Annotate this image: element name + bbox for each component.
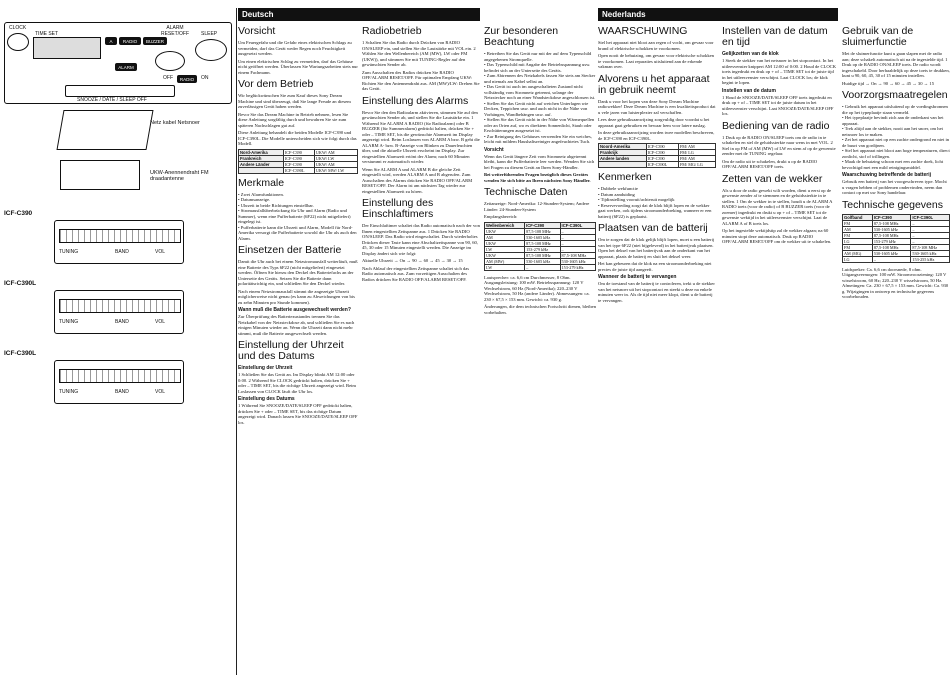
section-heading: WAARSCHUWING: [598, 25, 688, 37]
paragraph: 1 Houd de SNOOZE/DATE/SLEEP OFF toets ingedrukt en druk op + of – TIME SET tot de juiste datum in het uitleesvenster verschijnt. Laat SNOOZE/DATE/SLEEP OFF los.: [722, 94, 834, 116]
table-cell: UKW: [485, 228, 525, 234]
section-heading: Einstellung des Einschlaftimers: [362, 197, 434, 220]
clock-button-label: CLOCK: [9, 25, 27, 31]
frequency-table: [842, 214, 950, 263]
table-cell: –: [872, 256, 911, 262]
fm-antenna-label: UKW-Anennendraht FM draadantenne: [150, 170, 209, 182]
table-cell: ICF-C390L: [646, 162, 678, 168]
paragraph: Het kan gebeuren dat de klok na een stroomonderbreking niet precies de juiste tijd aangeeft.: [598, 261, 712, 272]
model-dial: [54, 220, 184, 264]
paragraph: Zum Ausschalten des Radios drücken Sie RADIO OFF/ALARM RESET/OFF. Für optimalen Empfang UKW: Richten Sie den Antennendraht aus. AM (MW)/LW: Drehen Sie das Gerät.: [362, 69, 480, 91]
table-cell: –: [911, 226, 950, 232]
german-column-2: [362, 0, 480, 675]
paragraph: 1 Schalten Sie das Radio durch Drücken von RADIO ON/SLEEP ein, und stellen Sie die Lautstärke mit VOL ein. 2 Wählen Sie den Wellenbereich (AM (MW), LW oder FM (UKW)), und stimmen Sie mit TUNING-Regler auf den gewünschten Sender ab.: [362, 40, 476, 67]
mains-lead-label: Netz kabel Netsnoer: [150, 120, 200, 126]
section-heading: Einstellung der Uhrzeit und des Datums: [238, 339, 344, 362]
paragraph: In deze gebruiksaanwijzing worden twee modellen beschreven, de ICF-C390 en ICF-C390L.: [598, 130, 715, 141]
dutch-column-3: [842, 0, 950, 675]
list-item: • Das Gerät ist auch im ausgeschalteten Zustand nicht vollständig vom Stromnetz getrennt, solange der Netzstecker noch an einer Wandsteckdose angeschlossen ist.: [484, 84, 596, 101]
section-heading: Voorzorgsmaatregelen: [842, 89, 948, 101]
table-cell: Frankreich: [239, 155, 284, 161]
section-heading: Zur besonderen Beachtung: [484, 25, 559, 48]
off-label: OFF: [163, 75, 173, 81]
sleep-label: SLEEP: [201, 31, 218, 37]
table-cell: 87,5-108 MHz: [525, 228, 560, 234]
model-label: ICF-C390L: [4, 350, 37, 357]
table-cell: ICF-C390: [646, 150, 678, 156]
table-cell: –: [560, 228, 595, 234]
german-column-3: [484, 0, 596, 675]
list-item: • Gebruik het apparaat uitsluitend op de voedingsbronnen die op het typeplaatje staan vermeld.: [842, 104, 950, 115]
section-heading: Vor dem Betrieb: [238, 78, 314, 90]
paragraph: Empfangsbereich:: [484, 214, 518, 219]
paragraph: Wenn Sie ALARM A und ALARM B die gleiche Zeit eingestellt wird, werden ALARM A und B abgerufen. Zum Ausschalten des Alarms drücken Sie RADIO OFF/ALARM RESET/OFF. Der Alarm ist am nächsten Tag wieder zur eingestellten Alarmzeit zu hören.: [362, 166, 473, 194]
vol-label: VOL: [155, 249, 166, 255]
german-column-1: [238, 0, 358, 675]
snooze-bar[interactable]: [65, 85, 175, 97]
list-item: • Betreiben Sie das Gerät nur mit der auf dem Typenschild angegebenen Stromquelle.: [484, 51, 596, 62]
list-item: • Dubbele wekfunctie: [598, 186, 716, 192]
list-item: • Zet het apparaat niet op een zachte ondergrond en niet in de buurt van gordijnen.: [842, 137, 950, 148]
paragraph: Damit die Uhr auch bei einem Netzstromausfall weiterläuft, muß eine Batterie des Typs 6F22 (nicht mitgeliefert) eingesetzt werden. Öffnen Sie hierzu den Deckel des Batteriefachs an der Unterseite des Geräts. Setzen Sie die Batterie dann polaritätsrichtig ein, und schließen Sie den Deckel wieder.: [238, 259, 358, 286]
list-item: • Het typeplaatje bevindt zich aan de onderkant van het apparaat.: [842, 115, 950, 126]
list-item: • Stellen Sie das Gerät nicht auf weichen Unterlagen wie Decken, Teppichen usw. und auch nicht in die Nähe von Vorhängen, Wandbehängen usw. auf.: [484, 101, 596, 118]
table-cell: –: [560, 246, 595, 252]
table-cell: [239, 167, 284, 173]
table-cell: FM: [843, 220, 873, 226]
paragraph: Om de radio uit te schakelen, drukt u op de RADIO OFF/ALARM RESET/OFF toets.: [722, 158, 818, 169]
table-row: [485, 258, 596, 264]
table-row: [599, 162, 716, 168]
sleep-sequence: Aktuelle Uhrzeit → On → 90 → 60 → 45 → 30 → 15: [362, 258, 463, 263]
paragraph: 1 Druk op de RADIO ON/SLEEP toets om de radio in te schakelen en stel de geluidssterkte naar wens in met VOL. 2 Stel in op FM of AM (MW) of LW en stem af op de gewenste zender met de TUNING regelaar.: [722, 134, 836, 156]
dutch-column-2: [722, 0, 838, 675]
list-item: • Tijdinstelling vooruit/achteruit mogelijk: [598, 197, 716, 203]
table-cell: ICF-C390L: [283, 167, 314, 173]
table-cell: 530-1605 kHz: [872, 250, 911, 256]
table-cell: ICF-C390L: [911, 214, 950, 220]
table-row: [485, 222, 596, 228]
table-cell: AM (MG): [843, 250, 873, 256]
paragraph: Bevor Sie den den Radioalarm aktivieren, stimmen Sie auf den gewünschten Sender ab, und stellen Sie die Lautstärke ein. 1 Während Sie ALARM A RADIO (für Radioalarm) oder B BUZZER (für Summeralarm) gedrückt halten, drücken Sie + oder – TIME SET, bis die gewünschte Alarmzeit im Display angezeigt wird. Beim Loslassen von ALARM A bzw. B geht die ALARM A- bzw. B-Anzeige von Blinken zu Dauerleuchten über, und die aktuelle Uhrzeit erscheint im Display. Zur eingestellten Alarmzeit ertönt der Alarm; nach 60 Minuten verstummt er automatisch wieder.: [362, 109, 480, 164]
model-table: [238, 149, 358, 174]
frequency-table: [484, 222, 596, 271]
table-cell: AM (MW): [485, 258, 525, 264]
section-heading: Gebruik van de sluimerfunctie: [842, 25, 914, 48]
band-label: BAND: [115, 389, 129, 395]
table-cell: UKW/ MW/ LW: [314, 167, 357, 173]
table-cell: LG: [843, 256, 873, 262]
precautions-list: [842, 104, 950, 170]
paragraph: Lautsprecher: ca. 6,6 cm Durchmesser, 8 Ohm. Ausgangsleistung: 100 mW. Betriebsspannung: 120 V Wechselstrom, 60 Hz (Nord-Amerika); 220–230 V Wechselstrom, 50 Hz (andere Länder). Abmessungen: ca. 230 × 67,5 × 153 mm. Gewicht: ca. 930 g.: [484, 274, 590, 302]
section-heading: Zetten van de wekker: [722, 172, 823, 185]
clock-radio-top-view: [4, 22, 232, 104]
tuning-label: TUNING: [59, 249, 79, 255]
list-item: • Maak de behuizing schoon met een zachte doek, licht bevochtigd met een mild reinigingsmiddel.: [842, 159, 950, 170]
paragraph: Nach einem Netzstromausfall stimmt die angezeigte Uhrzeit möglicherweise nicht genau (es kann zu Abweichungen von bis zu zehn Minuten pro Stunde kommen).: [238, 288, 355, 305]
table-cell: AM: [843, 226, 873, 232]
radio-alarm-button[interactable]: RADIO: [119, 37, 141, 45]
band-label: BAND: [115, 319, 129, 325]
list-item: • Stromausfallüberbrückung für Uhr und Alarm (Radio und Summer), wenn eine Pufferbatterie (6F22) nicht mitgeliefert) eingelegt ist.: [238, 208, 358, 225]
table-cell: AM: [485, 234, 525, 240]
table-cell: 87,5-108 MHz: [911, 244, 950, 250]
table-cell: 530-1605 kHz: [911, 250, 950, 256]
model-dial: [54, 360, 184, 404]
paragraph: Zur Überprüfung des Batteriezustandes trennen Sie das Netzkabel von der Netzsteckdose ab, und schließen Sie es nach einigen Minuten wieder an. Wenn die Uhrzeit dann nicht mehr stimmt, muß die Batterie ausgewechselt werden.: [238, 314, 355, 336]
paragraph: Um einen elektrischen Schlag zu vermeiden, darf das Gehäuse nicht geöffnet werden. Überlassen Sie Wartungsarbeiten stets nur einem Fachmann.: [238, 58, 358, 75]
table-row: [485, 264, 596, 270]
table-cell: LW: [485, 246, 525, 252]
feature-list: [598, 186, 716, 219]
section-heading: Technische Daten: [484, 186, 568, 198]
table-row: [843, 256, 950, 262]
paragraph: 1 Steek de stekker van het netsnoer in het stopcontact. In het uitleesvenster knippert AM 12:00 of 0:00. 2 Houd de CLOCK toets ingedrukt en druk op + of – TIME SET tot de juiste tijd in het uitleesvenster verschijnt. Laat CLOCK los; de klok begint te lopen.: [722, 58, 837, 85]
section-heading: Bediening van de radio: [722, 119, 830, 132]
alarm-indicator: ALARM: [115, 63, 137, 71]
tuning-scale: [59, 229, 181, 243]
alarm-a-button[interactable]: A: [105, 37, 117, 45]
paragraph: Om te zorgen dat de klok gelijk blijft lopen, moet u een batterij van het type 6F22 (niet bijgeleverd) in het batterijvak plaatsen. Open het deksel van het batterijvak aan de onderkant van het apparaat, plaats de batterij en sluit het deksel weer.: [598, 237, 715, 259]
table-cell: ICF-C390L: [560, 222, 595, 228]
subheading: Wann muß die Batterie ausgewechselt werden?: [238, 307, 351, 313]
model-table: [598, 143, 716, 168]
table-cell: Frankrijk: [599, 150, 647, 156]
table-cell: FM: [843, 244, 873, 250]
alarm-reset-label: ALARM RESET/OFF: [160, 25, 190, 37]
antenna-illustration: [60, 160, 140, 190]
paragraph: Stel het apparaat niet bloot aan regen of vocht, om gevaar voor brand of elektrische schokken te voorkomen.: [598, 40, 714, 51]
radio-on-label: RADIO: [177, 75, 197, 83]
subheading: Instellen van de datum: [722, 87, 776, 94]
tuning-label: TUNING: [59, 319, 79, 325]
on-label: ON: [201, 75, 209, 81]
table-cell: 530-1605 kHz: [525, 234, 560, 240]
list-item: • Das Typenschild mit Angabe der Betriebsspannung usw. befindet sich an der Unterseite des Geräts.: [484, 62, 596, 73]
table-cell: LG: [843, 238, 873, 244]
feature-list: [238, 192, 358, 242]
table-cell: Andere Länder: [239, 161, 284, 167]
table-cell: 530-1605 kHz: [560, 258, 595, 264]
section-heading: Einstellung des Alarms: [362, 94, 469, 107]
subheading: Wanneer de batterij te vervangen: [598, 274, 677, 280]
clock-display: [33, 37, 101, 59]
paragraph: Wir beglückwünschen Sie zum Kauf dieses Sony Dream Machine und sind überzeugt, daß Sie lange Freude an diesem zuverlässigen Gerät haben werden.: [238, 93, 351, 109]
table-cell: –: [525, 264, 560, 270]
table-cell: 87,5-108 MHz: [872, 244, 911, 250]
list-item: • Datum aanduiding: [598, 192, 716, 198]
section-heading: Kenmerken: [598, 171, 652, 183]
list-item: • Zum Abtrennen des Netzkabels fassen Sie stets am Stecker und niemals am Kabel selbst an.: [484, 73, 596, 84]
dutch-column-1: [598, 0, 716, 675]
section-heading: Plaatsen van de batterij: [598, 222, 708, 234]
table-cell: UKW/ LW: [314, 155, 357, 161]
list-item: • Stel het apparaat niet bloot aan hoge temperaturen, direct zonlicht, stof of trillingen.: [842, 148, 950, 159]
table-cell: 87,5-108 MHz: [525, 252, 560, 258]
paragraph: Änderungen, die dem technischen Fortschritt dienen, bleiben vorbehalten.: [484, 304, 596, 315]
table-cell: –: [560, 234, 595, 240]
table-cell: 87,5-108 MHz: [560, 252, 595, 258]
table-cell: UKW: [485, 240, 525, 246]
paragraph: Bei weiterführenden Fragen bezüglich dieses Gerätes wenden Sie sich bitte an Ihren nächsten Sony Händler.: [484, 172, 591, 183]
precautions-list: [484, 51, 596, 145]
list-item: • Stellen Sie das Gerät nicht in der Nähe von Wärmequellen oder an Orten auf, wo es direktem Sonnenlicht, Staub oder Erschütterungen ausgesetzt ist.: [484, 117, 596, 134]
band-label: BAND: [115, 249, 129, 255]
table-row: [843, 250, 950, 256]
list-item: • Trek altijd aan de stekker, nooit aan het snoer, om het netsnoer los te maken.: [842, 126, 950, 137]
table-cell: ICF-C390: [525, 222, 560, 228]
subheading: Einstellung des Datums: [238, 396, 295, 402]
paragraph: Gebruik een batterij van het voorgeschreven type. Mocht u vragen hebben of problemen ondervinden, neem dan contact op met uw Sony handelaar.: [842, 179, 947, 195]
table-cell: Andere landen: [599, 156, 647, 162]
section-heading: Merkmale: [238, 176, 285, 189]
paragraph: 1 Während Sie SNOOZE/DATE/SLEEP OFF gedrückt halten, drücken Sie + oder – TIME SET, bis das richtige Datum angezeigt wird. Danach lassen Sie SNOOZE/DATE/SLEEP OFF los.: [238, 403, 358, 425]
list-item: • Pufferbatterie kann die Uhrzeit und Alarm, Modell für Nord-Amerika versorgt die Pufferbatterie sowohl die Uhr als auch den Alarm.: [238, 225, 358, 242]
paragraph: Open nooit de behuizing, om gevaar voor elektrische schokken te voorkomen. Laat reparaties uitsluitend aan de erkende vakman over.: [598, 53, 714, 69]
table-cell: 87,5-108 MHz: [525, 240, 560, 246]
paragraph: Luidspreker: Ca. 6,6 cm doorsnede, 8 ohm. Uitgangsvermogen: 100 mW. Stroomvoorziening: 120 V wisselstroom, 60 Hz; 220–230 V wisselstroom, 50 Hz. Afmetingen: Ca. 230 × 67,5 × 153 mm. Gewicht: Ca. 930 g. Wijzigingen in ontwerp en technische gegevens voorbehouden.: [842, 266, 949, 299]
section-heading: Radiobetrieb: [362, 25, 422, 37]
sleep-button[interactable]: [195, 39, 227, 61]
table-cell: ICF-C390: [646, 144, 678, 150]
subheading: Einstellung der Uhrzeit: [238, 365, 293, 371]
model-label: ICF-C390: [4, 210, 33, 217]
paragraph: Zeitanzeige: Nord-Amerika: 12-Stunden-System; Andere Länder: 24-Stunden-System: [484, 201, 590, 212]
table-cell: Golfband: [843, 214, 873, 220]
table-cell: –: [911, 232, 950, 238]
paragraph: Om de toestand van de batterij te controleren, trekt u de stekker van het netsnoer uit het stopcontact en steekt u deze na enkele minuten weer in. Als de tijd niet meer klopt, dient u de batterij te vervangen.: [598, 281, 715, 303]
subheading: Vorsicht: [484, 146, 504, 153]
vol-label: VOL: [155, 389, 166, 395]
language-header-dutch: Nederlands: [598, 8, 838, 21]
paragraph: Wenn das Gerät längere Zeit vom Stromnetz abgetrennt bleibt, kann die Pufferbatterie leer werden. Wenden Sie sich bei Fragen zu diesem Gerät an Ihren Sony-Händler.: [484, 153, 595, 170]
table-cell: FM/ LG: [678, 150, 715, 156]
buzzer-alarm-button[interactable]: BUZZER: [143, 37, 167, 45]
list-item: • Datumsanzeige.: [238, 197, 358, 203]
tuning-scale: [59, 299, 181, 313]
table-cell: Nord-Amerika: [239, 149, 284, 155]
table-cell: FM/ AM: [678, 156, 715, 162]
table-cell: 530-1605 kHz: [872, 226, 911, 232]
paragraph: Um Feuergefahr und die Gefahr eines elektrischen Schlags zu vermeiden, darf das Gerät weder Regen noch Feuchtigkeit ausgesetzt werden.: [238, 40, 352, 56]
table-cell: –: [911, 238, 950, 244]
subheading: Waarschuwing betreffende de batterij: [842, 172, 931, 178]
model-dial: [54, 290, 184, 334]
alarm-reset-off-button[interactable]: [155, 51, 185, 71]
language-header-german: Deutsch: [238, 8, 480, 21]
clock-button[interactable]: [7, 33, 29, 51]
table-cell: ICF-C390: [872, 214, 911, 220]
vol-label: VOL: [155, 319, 166, 325]
sleep-sequence: Huidige tijd → On → 90 → 60 → 45 → 30 → 15: [842, 80, 935, 86]
paragraph: Der Einschlaftimer schaltet das Radio automatisch nach der von Ihnen eingestellten Zeitspanne aus. 1 Drücken Sie RADIO ON/SLEEP. Das Radio wird eingeschaltet. Durch wiederholtes Drücken dieser Taste kann eine Abschaltzeitspanne von 90, 60, 45, 30 oder 15 Minuten eingestellt werden. Die Anzeige im Display ändert sich wie folgt:: [362, 223, 480, 256]
section-heading: Instellen van de datum en tijd: [722, 25, 828, 48]
paragraph: Diese Anleitung behandelt die beiden Modelle ICF-C390 und ICF-C390L. Die Modelle unterscheiden sich wie folgt durch das Modell.: [238, 130, 357, 146]
time-set-label: TIME SET: [35, 31, 59, 37]
table-cell: ICF-C390: [283, 155, 314, 161]
clock-radio-back-view: [56, 110, 153, 150]
table-cell: UKW/ AM: [314, 161, 357, 167]
model-label: ICF-C390L: [4, 280, 37, 287]
table-cell: FM/ MG/ LG: [678, 162, 715, 168]
table-cell: –: [911, 220, 950, 226]
table-cell: ICF-C390: [646, 156, 678, 162]
paragraph: Op het ingestelde wektijdstip zal de wekker afgaan; na 60 minuten stopt deze automatisch. Druk op RADIO OFF/ALARM RESET/OFF om de wekker uit te schakelen.: [722, 228, 832, 244]
section-heading: Alvorens u het apparaat in gebruik neemt: [598, 72, 710, 96]
table-cell: ICF-C390: [283, 161, 314, 167]
section-heading: Vorsicht: [238, 25, 276, 37]
list-item: • Zwei Alarmfunktionen.: [238, 192, 358, 198]
list-item: • Zur Reinigung des Gehäuses verwenden Sie ein weiches, leicht mit mildem Haushaltsreiniger angefeuchtetes Tuch.: [484, 134, 596, 145]
table-cell: UKW: [485, 252, 525, 258]
table-row: [239, 167, 358, 173]
paragraph: Met de sluimerfunctie kunt u gaan slapen met de radio aan; deze schakelt automatisch uit na de ingestelde tijd. 1 Druk op de RADIO ON/SLEEP toets. De radio wordt ingeschakeld. Door herhaaldelijk op deze toets te drukken, kunt u 90, 60, 45, 30 of 15 minuten instellen.: [842, 51, 950, 78]
tuning-scale: [59, 369, 181, 383]
section-heading: Einsetzen der Batterie: [238, 244, 342, 256]
paragraph: Nach Ablauf der eingestellten Zeitspanne schaltet sich das Radio automatisch aus. Zum vorzeitigen Ausschalten des Radios drücken Sie RADIO OFF/ALARM RESET/OFF.: [362, 265, 470, 282]
table-cell: FM/ AM: [678, 144, 715, 150]
table-cell: [599, 162, 647, 168]
table-cell: 153-255 kHz: [911, 256, 950, 262]
table-cell: 153-279 kHz: [525, 246, 560, 252]
table-cell: FM: [843, 232, 873, 238]
table-cell: 153-279 kHz: [560, 264, 595, 270]
table-cell: Noord-Amerika: [599, 144, 647, 150]
table-cell: 87,5-108 MHz: [872, 232, 911, 238]
paragraph: Als u door de radio gewekt wilt worden, dient u eerst op de gewenste zender af te stemmen en de geluidssterkte in te stellen. 1 Om de wekker in te stellen, houdt u de ALARM A RADIO toets (voor de radio) of B BUZZER toets (voor de zoemer) ingedrukt en drukt u op + of – TIME SET tot de gewenste wektijd in het uitleesvenster verschijnt. Laat de ALARM A of B toets los.: [722, 187, 833, 226]
snooze-label: SNOOZE / DATE / SLEEP OFF: [77, 97, 147, 103]
list-item: • Uhrzeit in beide Richtungen einstellbar.: [238, 203, 358, 209]
paragraph: Lees deze gebruiksaanwijzing zorgvuldig door voordat u het apparaat gaat gebruiken en bewaar hem voor latere naslag.: [598, 117, 710, 128]
table-cell: UKW/ AM: [314, 149, 357, 155]
list-item: • Reservevoeding zorgt dat de klok blijft lopen en de wekker gaat werken, ook tijdens stroomonderbreking, wanneer er een batterij (6F22) is geplaatst.: [598, 203, 716, 220]
table-cell: Wellenbereich: [485, 222, 525, 228]
table-cell: LW: [485, 264, 525, 270]
paragraph: Bevor Sie das Dream Machine in Betrieb nehmen, lesen Sie diese Anleitung sorgfältig durch und bewahren Sie sie zum späteren Nachschlagen gut auf.: [238, 111, 349, 128]
table-cell: 87,5-108 MHz: [872, 220, 911, 226]
section-heading: Technische gegevens: [842, 198, 943, 211]
table-cell: ICF-C390: [283, 149, 314, 155]
table-cell: 153-279 kHz: [872, 238, 911, 244]
table-cell: 530-1605 kHz: [525, 258, 560, 264]
column-divider: [236, 8, 237, 675]
table-cell: –: [560, 240, 595, 246]
subheading: Gelijkzetten van de klok: [722, 51, 779, 57]
paragraph: 1 Schließen Sie das Gerät an. Im Display blinkt AM 12:00 oder 0:00. 2 Während Sie CLOCK gedrückt halten, drücken Sie + oder – TIME SET, bis die richtige Uhrzeit angezeigt wird. Beim Loslassen von CLOCK läuft die Uhr los.: [238, 372, 356, 394]
tuning-label: TUNING: [59, 389, 79, 395]
paragraph: Dank u voor het kopen van deze Sony Dream Machine radiowekker! Deze Dream Machine is een kwaliteitsproduct dat u vele jaren van luisterplezier zal verschaffen.: [598, 98, 716, 115]
illustrations-column: [0, 0, 236, 675]
model-illustrations: [0, 210, 236, 610]
